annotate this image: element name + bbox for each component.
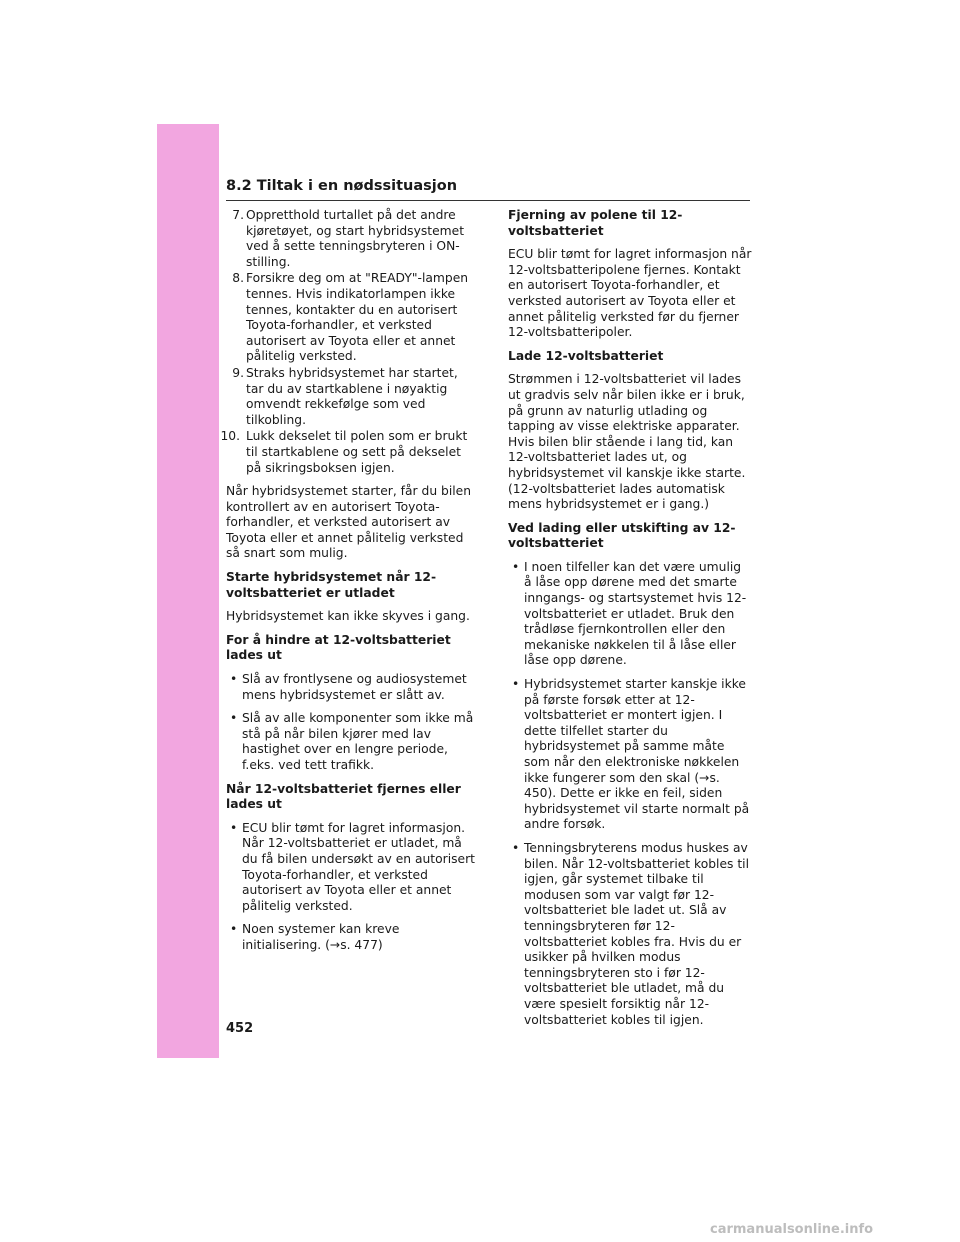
step-item: 8. Forsikre deg om at "READY"-lampen tennes. Hvis indikatorlampen ikke tennes, kontakter du en autorisert Toyota-forhandler, et verksted autorisert av Toyota eller et annet pålitelig verksted. [232, 271, 469, 364]
bullet-icon: • [512, 559, 520, 574]
watermark: carmanualsonline.info [710, 1222, 874, 1237]
step-item: 9. Straks hybridsystemet har startet, tar du av startkablene i nøyaktig omvendt rekkefølge som ved tilkobling. [232, 365, 458, 427]
paragraph: ECU blir tømt for lagret informasjon når 12-voltsbatteripolene fjernes. Kontakt en autorisert Toyota-forhandler, et verksted autorisert av Toyota eller et annet pålitelig verksted før du fjerner 12-voltsbatteripoler. [508, 247, 752, 340]
bullet-item: • Noen systemer kan kreve initialisering. (→s. 477) [230, 922, 400, 952]
bullet-list [226, 672, 476, 774]
bullet-item: • ECU blir tømt for lagret informasjon. Når 12-voltsbatteriet er utladet, må du få bilen undersøkt av en autorisert Toyota-forhandler, et verksted autorisert av Toyota eller et annet pålitelig verksted. [230, 820, 475, 913]
subheading: For å hindre at 12-voltsbatteriet lades ut [226, 632, 451, 663]
bullet-icon: • [230, 922, 238, 937]
step-list [220, 208, 476, 476]
bullet-item: • I noen tilfeller kan det være umulig å låse opp dørene med det smarte inngangs- og startsystemet hvis 12-voltsbatteriet er utladet. Bruk den trådløse fjernkontrollen eller den mekaniske nøkkelen til å låse eller låse opp dørene. [512, 559, 747, 668]
paragraph: Strømmen i 12-voltsbatteriet vil lades ut gradvis selv når bilen ikke er i bruk, på grunn av naturlig utlading og tapping av visse elektriske apparater. Hvis bilen blir stående i lang tid, kan 12-voltsbatteriet lades ut, og hybridsystemet vil kanskje ikke starte. (12-voltsbatteriet lades automatisk mens hybridsystemet er i gang.) [508, 372, 746, 512]
bullet-icon: • [230, 711, 238, 726]
bullet-icon: • [512, 840, 520, 855]
bullet-item: • Hybridsystemet starter kanskje ikke på første forsøk etter at 12-voltsbatteriet er montert igjen. I dette tilfellet starter du hybridsystemet på samme måte som når den elektroniske nøkkelen ikke fungerer som den skal (→s. 450). Dette er ikke en feil, siden hybridsystemet vil starte normalt på andre forsøk. [512, 677, 750, 832]
bullet-item: • Slå av frontlysene og audiosystemet mens hybridsystemet er slått av. [230, 672, 467, 702]
right-column [508, 208, 752, 1036]
subheading: Fjerning av polene til 12-voltsbatteriet [508, 208, 683, 238]
bullet-list [226, 821, 476, 954]
paragraph: Når hybridsystemet starter, får du bilen kontrollert av en autorisert Toyota-forhandler, et verksted autorisert av Toyota eller et annet pålitelig verksted så snart som mulig. [226, 484, 472, 561]
step-item: 7. Oppretthold turtallet på det andre kjøretøyet, og start hybridsystemet ved å sette tenningsbryteren i ON-stilling. [232, 208, 465, 269]
bullet-item: • Tenningsbryterens modus huskes av bilen. Når 12-voltsbatteriet kobles til igjen, går systemet tilbake til modusen som var valgt før 12-voltsbatteriet ble ladet ut. Slå av tenningsbryteren før 12-voltsbatteriet kobles fra. Hvis du er usikker på hvilken modus tenningsbryteren sto i før 12-voltsbatteriet ble utladet, må du være spesielt forsiktig når 12-voltsbatteriet kobles til igjen. [512, 840, 749, 1027]
subheading: Lade 12-voltsbatteriet [508, 348, 664, 363]
step-item: 10. Lukk dekselet til polen som er brukt til startkablene og sett på dekselet på sikringsboksen igjen. [220, 429, 468, 475]
bullet-item: • Slå av alle komponenter som ikke må stå på når bilen kjører med lav hastighet over en lengre periode, f.eks. ved tett trafikk. [230, 711, 474, 772]
section-title: 8.2 Tiltak i en nødssituasjon [226, 178, 458, 194]
paragraph: Hybridsystemet kan ikke skyves i gang. [226, 609, 470, 624]
left-column [220, 208, 476, 962]
bullet-list [508, 560, 752, 1028]
section-header [226, 178, 750, 201]
subheading: Når 12-voltsbatteriet fjernes eller lades ut [226, 781, 461, 812]
bullet-icon: • [512, 677, 520, 692]
bullet-icon: • [230, 672, 238, 687]
subheading: Starte hybridsystemet når 12-voltsbatteriet er utladet [226, 570, 437, 600]
chapter-tab [157, 124, 219, 1058]
bullet-icon: • [230, 820, 238, 835]
subheading: Ved lading eller utskifting av 12-voltsbatteriet [508, 520, 736, 551]
page-number: 452 [226, 1021, 254, 1036]
